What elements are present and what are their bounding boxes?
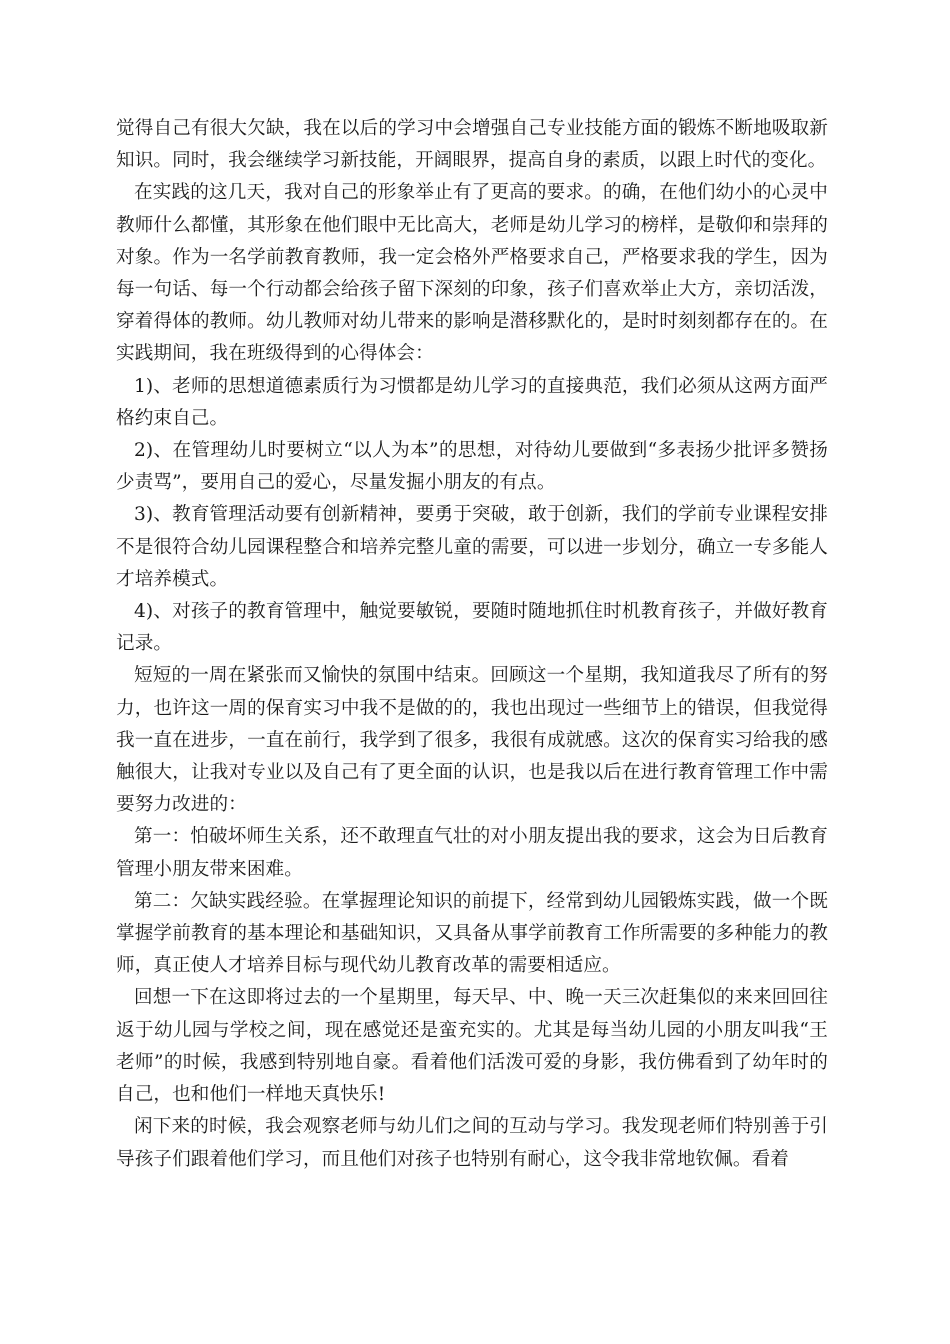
document-page bbox=[116, 113, 828, 1176]
paragraph-image-conduct: 在实践的这几天，我对自己的形象举止有了更高的要求。的确，在他们幼小的心灵中教师什么都懂，其形象在他们眼中无比高大，老师是幼儿学习的榜样，是敬仰和崇拜的对象。作为一名学前教育教师，我一定会格外严格要求自己，严格要求我的学生，因为每一句话、每一个行动都会给孩子留下深刻的印象，孩子们喜欢举止大方，亲切活泼，穿着得体的教师。幼儿教师对幼儿带来的影响是潜移默化的，是时时刻刻都存在的。在实践期间，我在班级得到的心得体会： bbox=[116, 182, 828, 365]
paragraph-point-2: 2)、在管理幼儿时要树立“以人为本”的思想，对待幼儿要做到“多表扬少批评多赞扬少责骂”，要用自己的爱心，尽量发掘小朋友的有点。 bbox=[116, 440, 828, 494]
paragraph-point-4: 4)、对孩子的教育管理中，触觉要敏锐，要随时随地抓住时机教育孩子，并做好教育记录。 bbox=[116, 601, 828, 655]
paragraph-second-issue: 第二：欠缺实践经验。在掌握理论知识的前提下，经常到幼儿园锻炼实践，做一个既掌握学前教育的基本理论和基础知识，又具备从事学前教育工作所需要的多种能力的教师，真正使人才培养目标与现代幼儿教育改革的需要相适应。 bbox=[116, 890, 828, 977]
paragraph-observation: 闲下来的时候，我会观察老师与幼儿们之间的互动与学习。我发现老师们特别善于引导孩子们跟着他们学习，而且他们对孩子也特别有耐心，这令我非常地钦佩。看着 bbox=[116, 1116, 828, 1170]
paragraph-first-issue: 第一：怕破坏师生关系，还不敢理直气壮的对小朋友提出我的要求，这会为日后教育管理小朋友带来困难。 bbox=[116, 826, 828, 880]
paragraph-week-review: 短短的一周在紧张而又愉快的氛围中结束。回顾这一个星期，我知道我尽了所有的努力，也许这一周的保育实习中我不是做的的，我也出现过一些细节上的错误，但我觉得我一直在进步，一直在前行，我学到了很多，我很有成就感。这次的保育实习给我的感触很大，让我对专业以及自己有了更全面的认识，也是我以后在进行教育管理工作中需要努力改进的： bbox=[116, 665, 828, 816]
paragraph-point-3: 3)、教育管理活动要有创新精神，要勇于突破，敢于创新，我们的学前专业课程安排不是很符合幼儿园课程整合和培养完整儿童的需要，可以进一步划分，确立一专多能人才培养模式。 bbox=[116, 504, 828, 590]
paragraph-continued: 觉得自己有很大欠缺，我在以后的学习中会增强自己专业技能方面的锻炼不断地吸取新知识。同时，我会继续学习新技能，开阔眼界，提高自身的素质，以跟上时代的变化。 bbox=[116, 118, 828, 172]
paragraph-reflection: 回想一下在这即将过去的一个星期里，每天早、中、晚一天三次赶集似的来来回回往返于幼儿园与学校之间，现在感觉还是蛮充实的。尤其是每当幼儿园的小朋友叫我“王老师”的时候，我感到特别地自豪。看着他们活泼可爱的身影，我仿佛看到了幼年时的自己，也和他们一样地天真快乐! bbox=[116, 987, 828, 1106]
paragraph-point-1: 1)、老师的思想道德素质行为习惯都是幼儿学习的直接典范，我们必须从这两方面严格约束自己。 bbox=[116, 375, 828, 429]
